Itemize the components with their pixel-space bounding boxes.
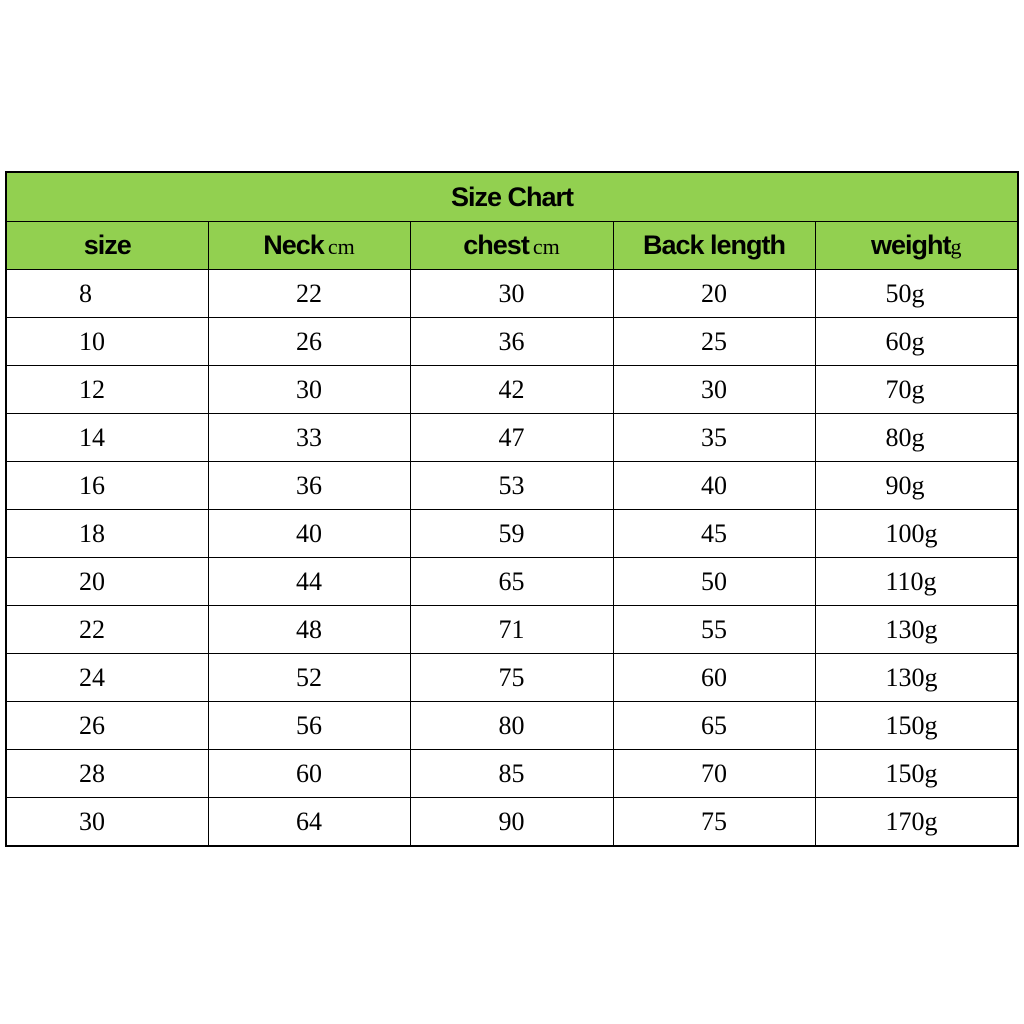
table-row <box>6 606 1018 654</box>
cell-weight: 130g <box>815 654 1018 702</box>
table-row <box>6 798 1018 847</box>
cell-weight: 150g <box>815 702 1018 750</box>
table-row <box>6 270 1018 318</box>
table-row <box>6 702 1018 750</box>
cell-chest: 85 <box>410 750 613 798</box>
cell-weight: 100g <box>815 510 1018 558</box>
cell-chest: 59 <box>410 510 613 558</box>
cell-neck: 30 <box>208 366 410 414</box>
cell-back-length: 25 <box>613 318 815 366</box>
header-back-length-label: Back length <box>642 230 786 260</box>
cell-weight: 90g <box>815 462 1018 510</box>
cell-size: 12 <box>6 366 208 414</box>
table-row <box>6 366 1018 414</box>
title-row <box>6 172 1018 222</box>
header-neck-label: Neck <box>263 230 324 260</box>
table-row <box>6 750 1018 798</box>
header-weight-unit: g <box>950 234 962 259</box>
header-chest-label: chest <box>463 230 529 260</box>
cell-size: 18 <box>6 510 208 558</box>
cell-chest: 36 <box>410 318 613 366</box>
header-weight <box>815 222 1018 270</box>
table-row <box>6 462 1018 510</box>
cell-back-length: 55 <box>613 606 815 654</box>
header-row <box>6 222 1018 270</box>
cell-neck: 52 <box>208 654 410 702</box>
table-row <box>6 654 1018 702</box>
cell-neck: 22 <box>208 270 410 318</box>
cell-back-length: 70 <box>613 750 815 798</box>
cell-weight: 70g <box>815 366 1018 414</box>
cell-size: 16 <box>6 462 208 510</box>
cell-back-length: 60 <box>613 654 815 702</box>
cell-neck: 44 <box>208 558 410 606</box>
table-row <box>6 318 1018 366</box>
header-weight-label: weight <box>871 230 951 260</box>
cell-size: 14 <box>6 414 208 462</box>
cell-weight: 50g <box>815 270 1018 318</box>
cell-chest: 53 <box>410 462 613 510</box>
cell-neck: 64 <box>208 798 410 847</box>
cell-neck: 26 <box>208 318 410 366</box>
cell-weight: 130g <box>815 606 1018 654</box>
cell-neck: 60 <box>208 750 410 798</box>
cell-neck: 48 <box>208 606 410 654</box>
table-row <box>6 510 1018 558</box>
cell-size: 26 <box>6 702 208 750</box>
cell-neck: 40 <box>208 510 410 558</box>
size-chart <box>5 171 1017 847</box>
cell-back-length: 50 <box>613 558 815 606</box>
cell-chest: 47 <box>410 414 613 462</box>
cell-neck: 56 <box>208 702 410 750</box>
cell-back-length: 45 <box>613 510 815 558</box>
header-back-length <box>613 222 815 270</box>
table-row <box>6 414 1018 462</box>
cell-size: 22 <box>6 606 208 654</box>
cell-back-length: 65 <box>613 702 815 750</box>
cell-back-length: 40 <box>613 462 815 510</box>
cell-size: 10 <box>6 318 208 366</box>
header-neck <box>208 222 410 270</box>
table-row <box>6 558 1018 606</box>
cell-weight: 150g <box>815 750 1018 798</box>
cell-back-length: 20 <box>613 270 815 318</box>
cell-size: 30 <box>6 798 208 847</box>
cell-chest: 71 <box>410 606 613 654</box>
cell-neck: 33 <box>208 414 410 462</box>
cell-chest: 65 <box>410 558 613 606</box>
cell-chest: 80 <box>410 702 613 750</box>
cell-weight: 80g <box>815 414 1018 462</box>
cell-chest: 90 <box>410 798 613 847</box>
cell-size: 20 <box>6 558 208 606</box>
cell-size: 8 <box>6 270 208 318</box>
cell-chest: 42 <box>410 366 613 414</box>
size-chart-table <box>5 171 1019 847</box>
cell-neck: 36 <box>208 462 410 510</box>
cell-back-length: 35 <box>613 414 815 462</box>
cell-weight: 170g <box>815 798 1018 847</box>
cell-size: 28 <box>6 750 208 798</box>
cell-size: 24 <box>6 654 208 702</box>
header-neck-unit: cm <box>327 234 355 259</box>
table-title: Size Chart <box>6 172 1018 222</box>
header-size-label: size <box>83 230 131 260</box>
header-chest <box>410 222 613 270</box>
cell-back-length: 30 <box>613 366 815 414</box>
cell-weight: 60g <box>815 318 1018 366</box>
cell-chest: 75 <box>410 654 613 702</box>
header-size <box>6 222 208 270</box>
cell-chest: 30 <box>410 270 613 318</box>
header-chest-unit: cm <box>532 234 560 259</box>
cell-weight: 110g <box>815 558 1018 606</box>
cell-back-length: 75 <box>613 798 815 847</box>
